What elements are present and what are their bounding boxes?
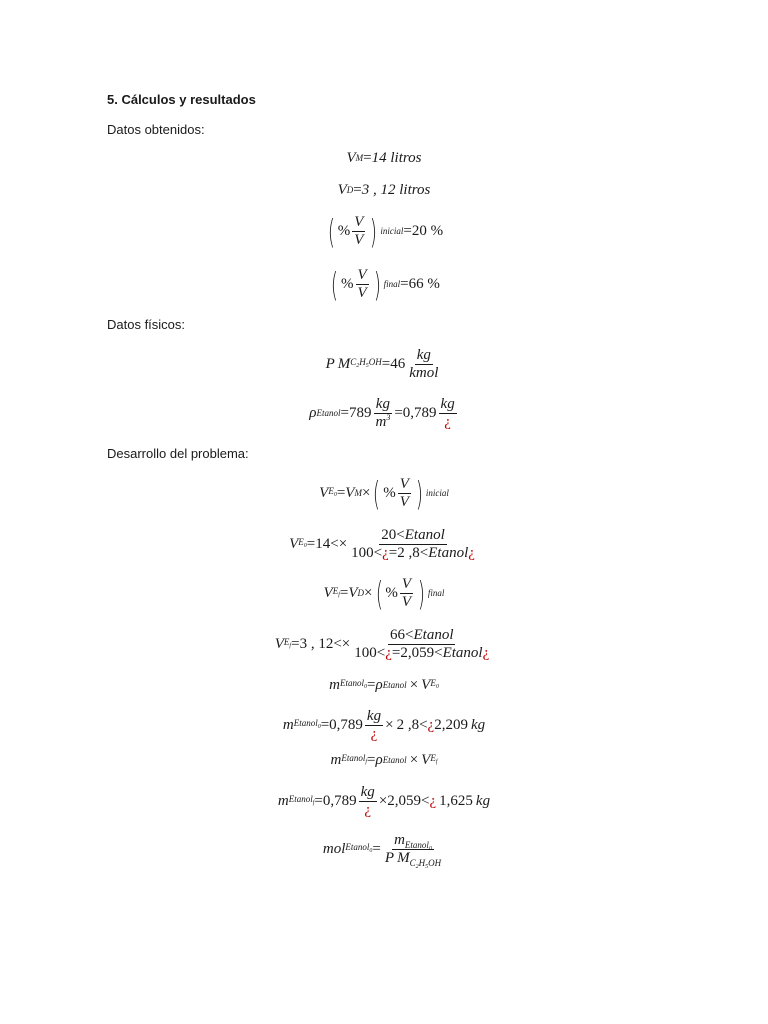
equation-vef-formula: V $E_f$ = V D × ( % $\frac{V}{V}$ ) final — [323, 573, 445, 613]
desarrollo-label: Desarrollo del problema: — [107, 446, 249, 461]
equation-m0-formula: m Etanol$_0$ = ρ Etanol × V $E_0$ — [329, 676, 439, 693]
equation-pct-final: ( % $\frac{V}{V}$ ) final = 66 % — [331, 264, 440, 304]
equation-pm: P M $C_2H_5OH$ = 46 $\frac{kg}{\text{kmol}}$ — [325, 346, 439, 381]
equation-mf-formula: m Etanol$_f$ = ρ Etanol × V $E_f$ — [330, 751, 438, 768]
equation-m0-value: m Etanol$_0$ = 0,789 $\frac{kg}{¿}$ × 2 ,8 < ¿ 2,209 kg — [282, 707, 486, 742]
equation-density: ρ Etanol = 789 $\frac{kg}{m^3}$ = 0,789 $\frac{kg}{¿}$ — [309, 395, 455, 430]
datos-fisicos-label: Datos físicos: — [107, 317, 186, 332]
equation-vd: V D = 3 , 12 litros — [337, 181, 431, 198]
equation-ve0-value: V $E_0$ = 14 < × $\frac{\text{20<Etanol}}{\text{100<¿=2 ,8<Etanol¿}}$ — [289, 526, 475, 561]
equation-mf-value: m Etanol$_f$ = 0,789 $\frac{kg}{¿}$ × 2,059 < ¿ 1,625 kg — [277, 783, 491, 818]
datos-obtenidos-label: Datos obtenidos: — [107, 122, 205, 137]
equation-mol: mol Etanol$_0$ = $\frac{m_{Etanol_0}}{P M_{C_2H_5OH}}$ — [322, 831, 442, 870]
equation-ve0-formula: V $E_0$ = V M × ( % $\frac{V}{V}$ ) inicial — [319, 473, 449, 513]
equation-vef-value: V $E_f$ = 3 , 12 < × $\frac{\text{66<Etanol}}{\text{100<¿=2,059<Etanol¿}}$ — [274, 626, 490, 661]
equation-pct-inicial: ( % $\frac{V}{V}$ ) inicial = 20 % — [327, 211, 444, 251]
section-heading: 5. Cálculos y resultados — [107, 92, 256, 107]
equation-vm: V M = 14 litros — [346, 149, 422, 166]
